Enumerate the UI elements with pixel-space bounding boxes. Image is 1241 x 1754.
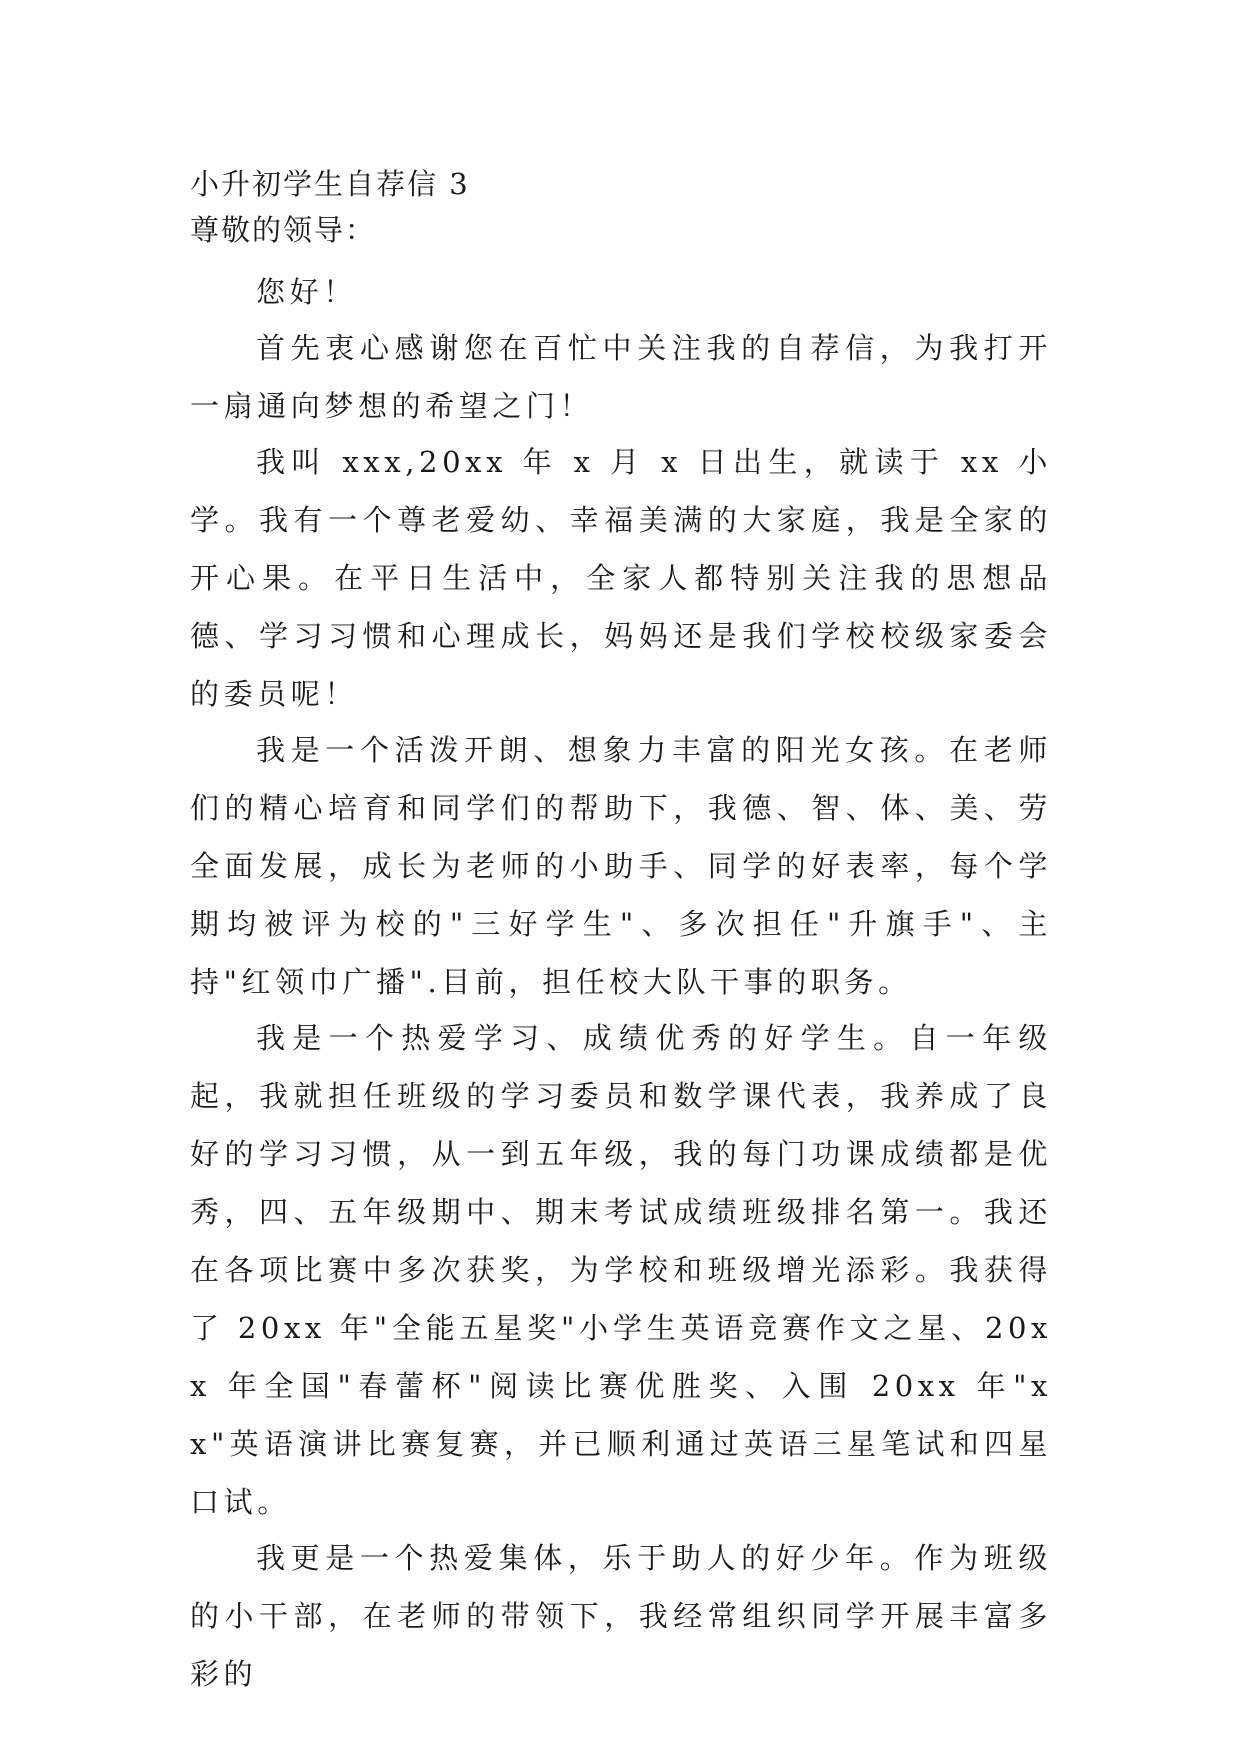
letter-body [190,161,1052,1701]
paragraph-greeting: 您好！ [256,275,357,309]
paragraph-personality: 我是一个活泼开朗、想象力丰富的阳光女孩。在老师们的精心培育和同学们的帮助下，我德、智、体、美、劳全面发展，成长为老师的小助手、同学的好表率，每个学期均被评为校的"三好学生"、多次担任"升旗手"、主持"红领巾广播".目前，担任校大队干事的职务。 [190,733,1052,999]
paragraph-thanks: 首先衷心感谢您在百忙中关注我的自荐信，为我打开一扇通向梦想的希望之门！ [190,331,1052,423]
paragraph-academics: 我是一个热爱学习、成绩优秀的好学生。自一年级起，我就担任班级的学习委员和数学课代表，我养成了良好的学习习惯，从一到五年级，我的每门功课成绩都是优秀，四、五年级期中、期末考试成绩班级排名第一。我还在各项比赛中多次获奖，为学校和班级增光添彩。我获得了 20xx 年"全能五星奖"小学生英语竞赛作文之星、20xx 年全国"春蕾杯"阅读比赛优胜奖、入围 20xx 年"xx"英语演讲比赛复赛，并已顺利通过英语三星笔试和四星口试。 [190,1021,1052,1519]
paragraph-introduction: 我叫 xxx,20xx 年 x 月 x 日出生，就读于 xx 小学。我有一个尊老爱幼、幸福美满的大家庭，我是全家的开心果。在平日生活中，全家人都特别关注我的思想品德、学习习惯和心理成长，妈妈还是我们学校校级家委会的委员呢！ [190,445,1052,711]
letter-title: 小升初学生自荐信 3 [190,167,470,201]
salutation: 尊敬的领导： [190,213,377,247]
paragraph-collective: 我更是一个热爱集体，乐于助人的好少年。作为班级的小干部，在老师的带领下，我经常组织同学开展丰富多彩的 [190,1541,1052,1691]
